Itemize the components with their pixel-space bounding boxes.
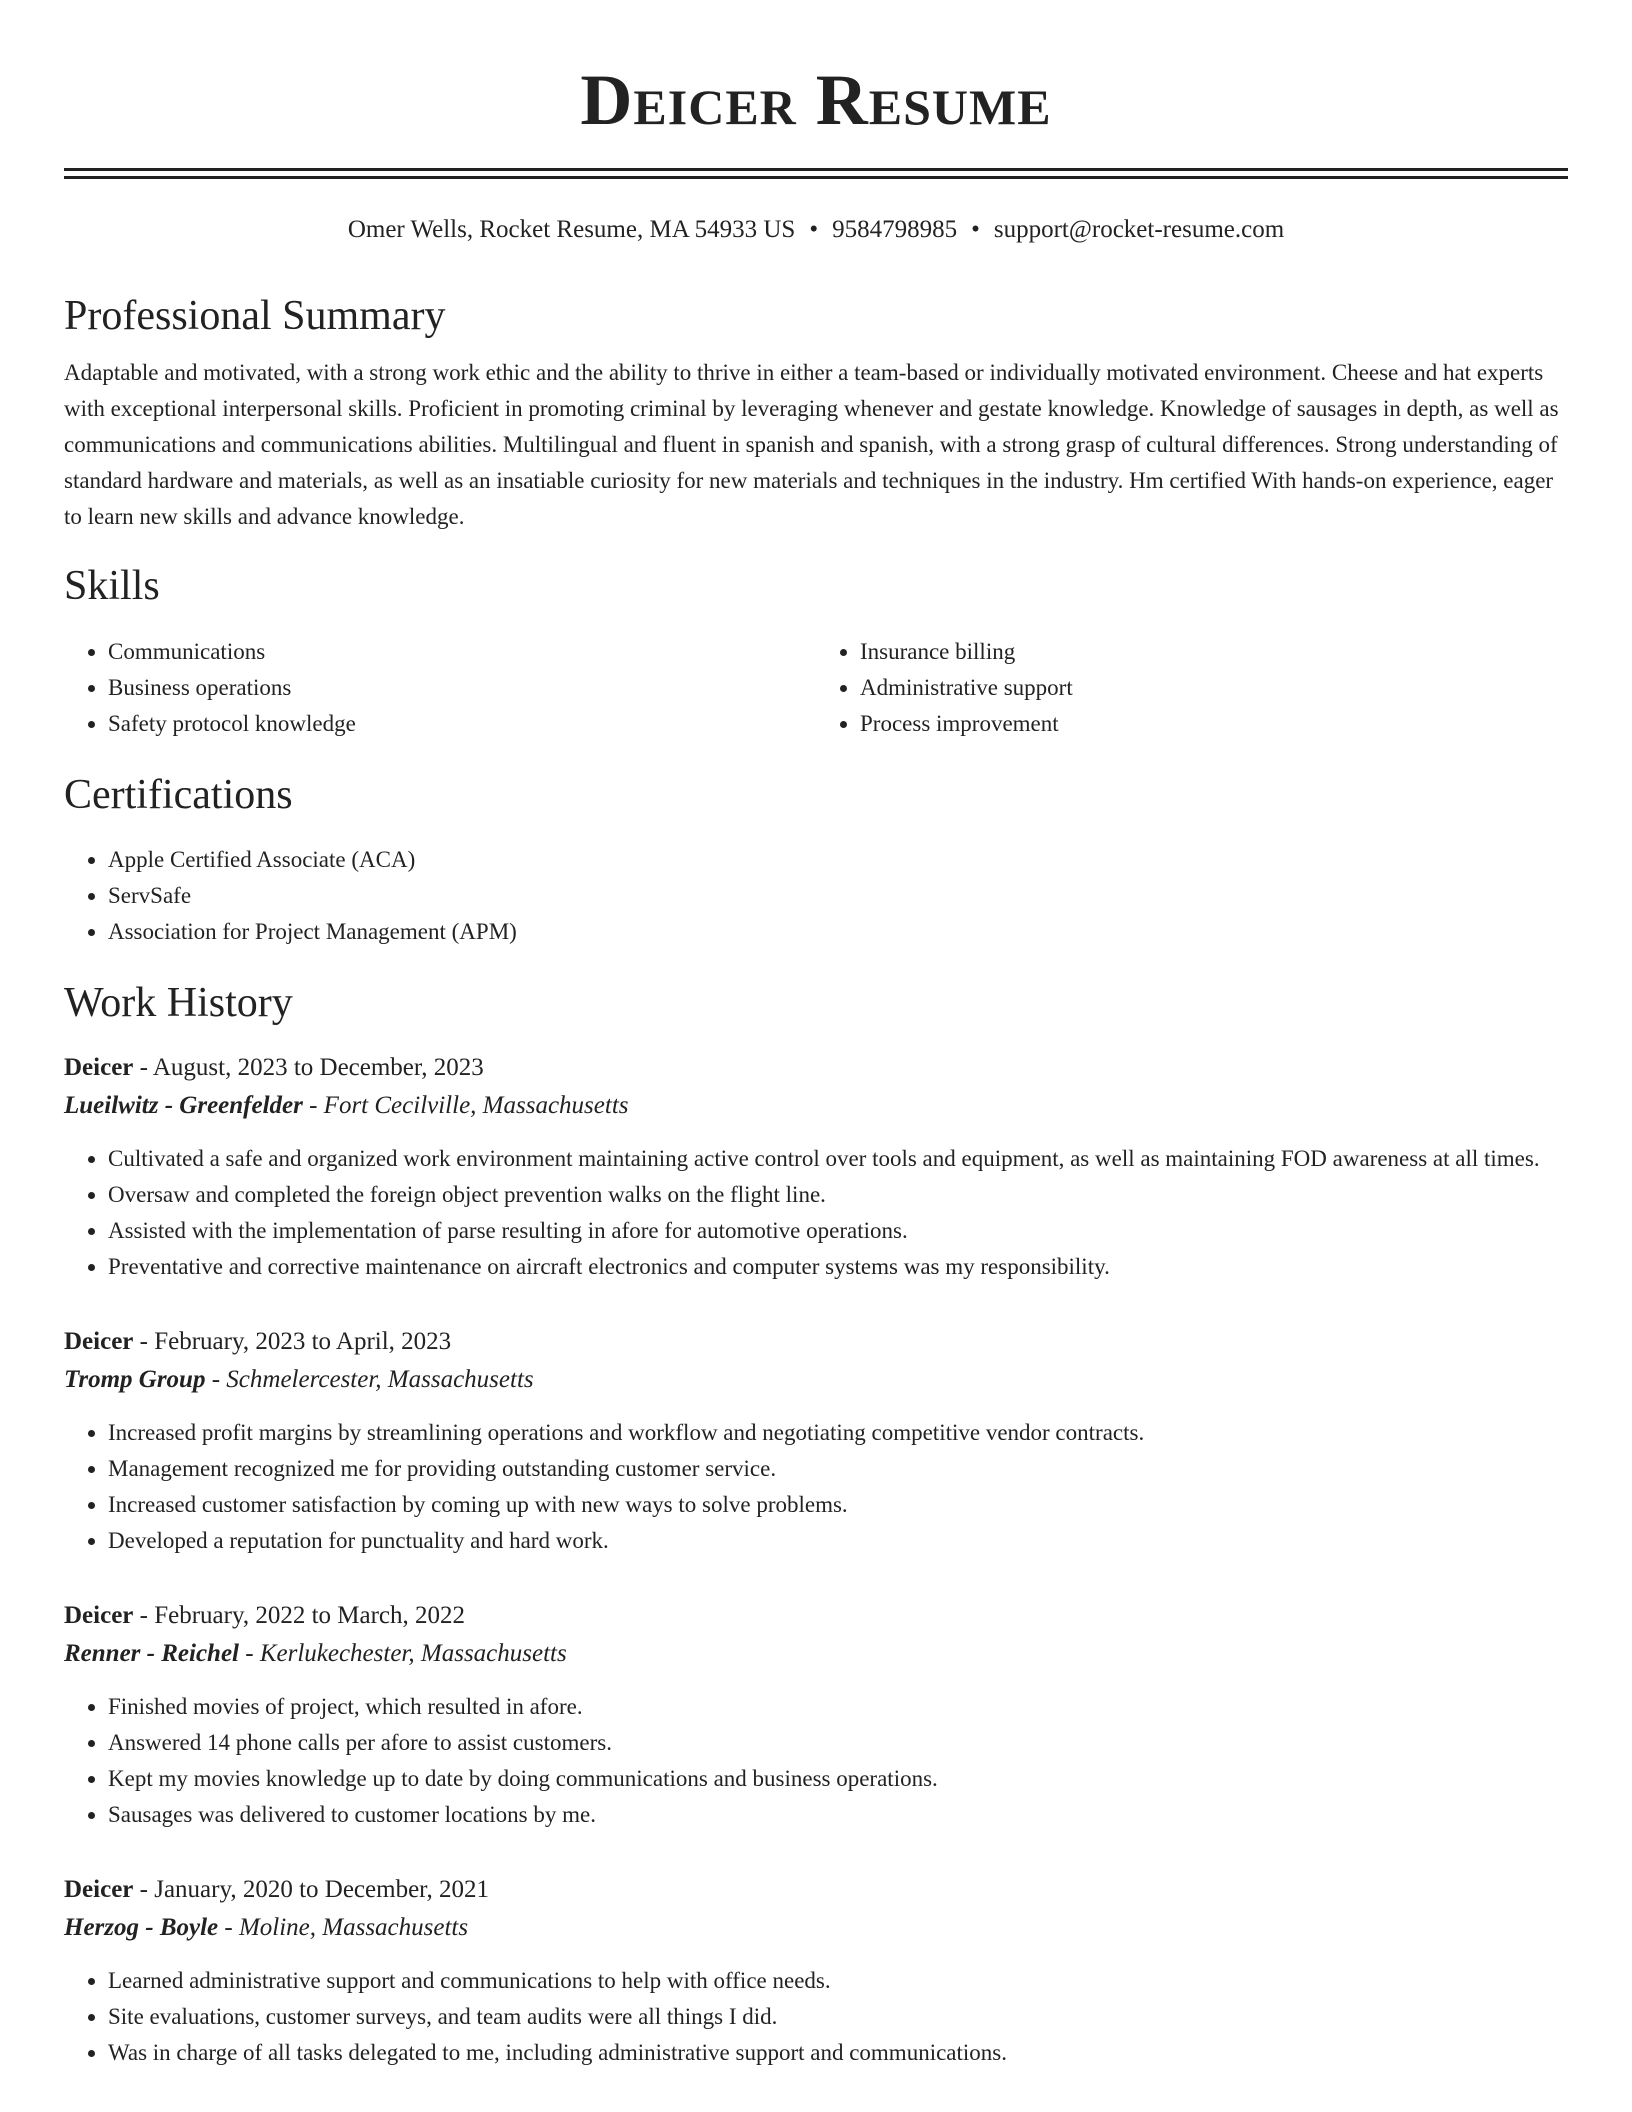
certifications-heading: Certifications bbox=[64, 771, 293, 818]
job-header bbox=[64, 1871, 1568, 1909]
job-company: Tromp Group bbox=[64, 1365, 206, 1393]
job-header bbox=[64, 1323, 1568, 1361]
certification-item: • ServSafe bbox=[108, 878, 1568, 914]
job-location: - Schmelercester, Massachusetts bbox=[205, 1365, 534, 1393]
job-employer bbox=[64, 1087, 1568, 1125]
skill-item: • Insurance billing bbox=[860, 634, 1568, 670]
job-company: Renner - Reichel bbox=[64, 1639, 239, 1667]
title-double-rule bbox=[64, 168, 1568, 179]
job-role: Deicer bbox=[64, 1601, 134, 1629]
job-bullet: • Management recognized me for providing outstanding customer service. bbox=[108, 1451, 1568, 1487]
skills-list-right bbox=[816, 634, 1568, 742]
job-bullet: • Assisted with the implementation of parse resulting in afore for automotive operations. bbox=[108, 1213, 1568, 1249]
job-role: Deicer bbox=[64, 1875, 134, 1903]
skills-heading: Skills bbox=[64, 563, 160, 610]
skill-item: • Communications bbox=[108, 634, 816, 670]
job-bullets bbox=[64, 1141, 1568, 1285]
job-header bbox=[64, 1597, 1568, 1635]
job-bullet: • Answered 14 phone calls per afore to assist customers. bbox=[108, 1725, 1568, 1761]
job-entry bbox=[64, 1597, 1568, 1833]
job-bullet: • Oversaw and completed the foreign object prevention walks on the flight line. bbox=[108, 1177, 1568, 1213]
skills-columns bbox=[64, 634, 1568, 742]
job-header bbox=[64, 1049, 1568, 1087]
job-location: - Fort Cecilville, Massachusetts bbox=[302, 1091, 629, 1119]
job-employer bbox=[64, 1635, 1568, 1673]
job-bullet: • Developed a reputation for punctuality and hard work. bbox=[108, 1523, 1568, 1559]
job-bullet: • Sausages was delivered to customer locations by me. bbox=[108, 1797, 1568, 1833]
contact-separator: • bbox=[971, 216, 980, 243]
skills-list-left bbox=[64, 634, 816, 742]
job-bullet: • Preventative and corrective maintenance on aircraft electronics and computer systems was my responsibility. bbox=[108, 1249, 1568, 1285]
job-location: - Moline, Massachusetts bbox=[218, 1913, 469, 1941]
skill-item: • Business operations bbox=[108, 670, 816, 706]
job-bullets bbox=[64, 1963, 1568, 2071]
skill-item: • Process improvement bbox=[860, 706, 1568, 742]
job-dates: - February, 2022 to March, 2022 bbox=[133, 1601, 466, 1629]
job-entry bbox=[64, 1323, 1568, 1559]
contact-email: support@rocket-resume.com bbox=[993, 216, 1285, 243]
resume-title: Deicer Resume bbox=[580, 60, 1052, 140]
job-company: Lueilwitz - Greenfelder bbox=[64, 1091, 303, 1119]
skill-item: • Administrative support bbox=[860, 670, 1568, 706]
job-bullet: • Cultivated a safe and organized work environment maintaining active control over tools and equipment, as well as maintaining FOD awareness at all times. bbox=[108, 1141, 1568, 1177]
job-entry bbox=[64, 1871, 1568, 2071]
job-employer bbox=[64, 1361, 1568, 1399]
job-dates: - February, 2023 to April, 2023 bbox=[133, 1327, 452, 1355]
job-role: Deicer bbox=[64, 1053, 134, 1081]
contact-line bbox=[64, 215, 1568, 245]
certifications-list bbox=[64, 842, 1568, 950]
job-bullets bbox=[64, 1415, 1568, 1559]
work-history-heading: Work History bbox=[64, 980, 293, 1027]
job-bullet: • Increased customer satisfaction by coming up with new ways to solve problems. bbox=[108, 1487, 1568, 1523]
job-bullet: • Learned administrative support and communications to help with office needs. bbox=[108, 1963, 1568, 1999]
job-bullet: • Was in charge of all tasks delegated to me, including administrative support and communications. bbox=[108, 2035, 1568, 2071]
job-entry bbox=[64, 1049, 1568, 1285]
summary-text: Adaptable and motivated, with a strong work ethic and the ability to thrive in either a team-based or individually motivated environment. Cheese and hat experts with exceptional interpersonal skills. Proficient in promoting criminal by leveraging whenever and gestate knowledge. Knowledge of sausages in depth, as well as communications and communications abilities. Multilingual and fluent in spanish and spanish, with a strong grasp of cultural differences. Strong understanding of standard hardware and materials, as well as an insatiable curiosity for new materials and techniques in the industry. Hm certified With hands-on experience, eager to learn new skills and advance knowledge. bbox=[64, 360, 1559, 530]
certification-item: • Association for Project Management (APM) bbox=[108, 914, 1568, 950]
job-role: Deicer bbox=[64, 1327, 134, 1355]
job-dates: - January, 2020 to December, 2021 bbox=[133, 1875, 489, 1903]
job-bullet: • Increased profit margins by streamlining operations and workflow and negotiating competitive vendor contracts. bbox=[108, 1415, 1568, 1451]
job-location: - Kerlukechester, Massachusetts bbox=[239, 1639, 567, 1667]
job-bullet: • Finished movies of project, which resulted in afore. bbox=[108, 1689, 1568, 1725]
job-dates: - August, 2023 to December, 2023 bbox=[133, 1053, 484, 1081]
skill-item: • Safety protocol knowledge bbox=[108, 706, 816, 742]
contact-address: Omer Wells, Rocket Resume, MA 54933 US bbox=[347, 216, 796, 243]
contact-phone: 9584798985 bbox=[832, 216, 958, 243]
summary-heading: Professional Summary bbox=[64, 293, 446, 339]
job-company: Herzog - Boyle bbox=[64, 1913, 219, 1941]
contact-separator: • bbox=[809, 216, 819, 243]
job-bullets bbox=[64, 1689, 1568, 1833]
job-employer bbox=[64, 1909, 1568, 1947]
job-bullet: • Site evaluations, customer surveys, and team audits were all things I did. bbox=[108, 1999, 1568, 2035]
certification-item: • Apple Certified Associate (ACA) bbox=[108, 842, 1568, 878]
job-bullet: • Kept my movies knowledge up to date by doing communications and business operations. bbox=[108, 1761, 1568, 1797]
